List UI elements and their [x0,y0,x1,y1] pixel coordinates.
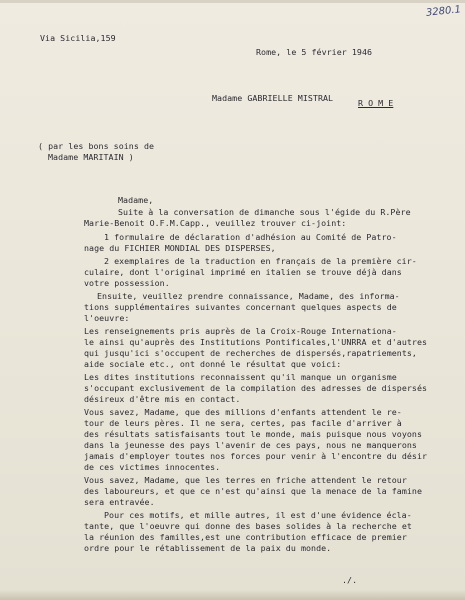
body-line: Les renseignements pris auprès de la Croix-Rouge Internationa- [84,326,397,336]
body-line: dans la jeunesse des pays l'avenir de ces pays, nous ne manquerons [84,440,417,450]
body-line: tante, que l'oeuvre qui donne des bases solides à la recherche et [84,521,412,531]
body-line: votre possession. [84,278,170,288]
care-of-line-2: Madame MARITAIN ) [48,152,134,162]
body-line: jamais d'employer toutes nos forces pour venir à l'encontre du désir [84,451,428,461]
sender-address: Via Sicilia,159 [40,33,116,43]
body-line: qui jusqu'ici s'occupent de recherches de dispersés,rapatriements, [84,348,417,358]
paper-bottom-edge [0,590,465,600]
body-line: nage du FICHIER MONDIAL DES DISPERSES, [84,243,276,253]
archive-number: 3280.1 [425,4,462,19]
body-line: 2 exemplaires de la traduction en français de la première cir- [104,256,417,266]
body-line: s'occupant exclusivement de la compilation des adresses de dispersés [84,383,428,393]
body-line: 1 formulaire de déclaration d'adhésion au Comité de Patro- [104,232,397,242]
body-line: désireux d'être mis en contact. [84,394,241,404]
body-line: Marie-Benoit O.F.M.Capp., veuillez trouver ci-joint: [84,218,347,228]
body-line: tour de leurs pères. Il ne sera, certes, pas facile d'arriver à [84,418,402,428]
paper-top-edge [0,0,465,3]
body-line: Suite à la conversation de dimanche sous l'égide du R.Père [118,207,411,217]
body-line: tions supplémentaires suivantes concernant quelques aspects de [84,302,397,312]
body-line: ordre pour le rétablissement de la paix du monde. [84,543,332,553]
place-date: Rome, le 5 février 1946 [256,47,373,57]
body-line: Les dites institutions reconnaissent qu'il manque un organisme [84,372,397,382]
recipient-city: R O M E [358,98,394,108]
body-line: culaire, dont l'original imprimé en italien se trouve déjà dans [84,267,402,277]
body-line: aide sociale etc., ont donné le résultat que voici: [84,359,342,369]
body-line: la réunion des familles,est une contribution efficace de premier [84,532,407,542]
body-line: des laboureurs, et que ce n'est qu'ainsi que la menace de la famine [84,486,423,496]
recipient-line [212,93,333,103]
recipient-name: GABRIELLE MISTRAL [247,93,334,103]
body-line: Pour ces motifs, et mille autres, il est d'une évidence écla- [104,510,412,520]
body-line: Ensuite, veuillez prendre connaissance, Madame, des informa- [97,291,400,301]
body-line: Vous savez, Madame, que les terres en friche attendent le retour [84,475,407,485]
body-line: de ces victimes innocentes. [84,462,221,472]
care-of-line-1: ( par les bons soins de [38,141,155,151]
body-line: Vous savez, Madame, que des millions d'enfants attendent le re- [84,407,402,417]
body-line: l'oeuvre: [84,313,130,323]
body-line: des résultats satisfaisants tout le monde, mais puisque nous voyons [84,429,423,439]
continuation-mark: ./. [342,575,358,585]
body-line: le ainsi qu'auprès des Institutions Pontificales,l'UNRRA et d'autres [84,337,428,347]
recipient-salutation: Madame [212,93,243,103]
opening-salutation: Madame, [118,195,154,205]
body-line: sera entravée. [84,497,155,507]
